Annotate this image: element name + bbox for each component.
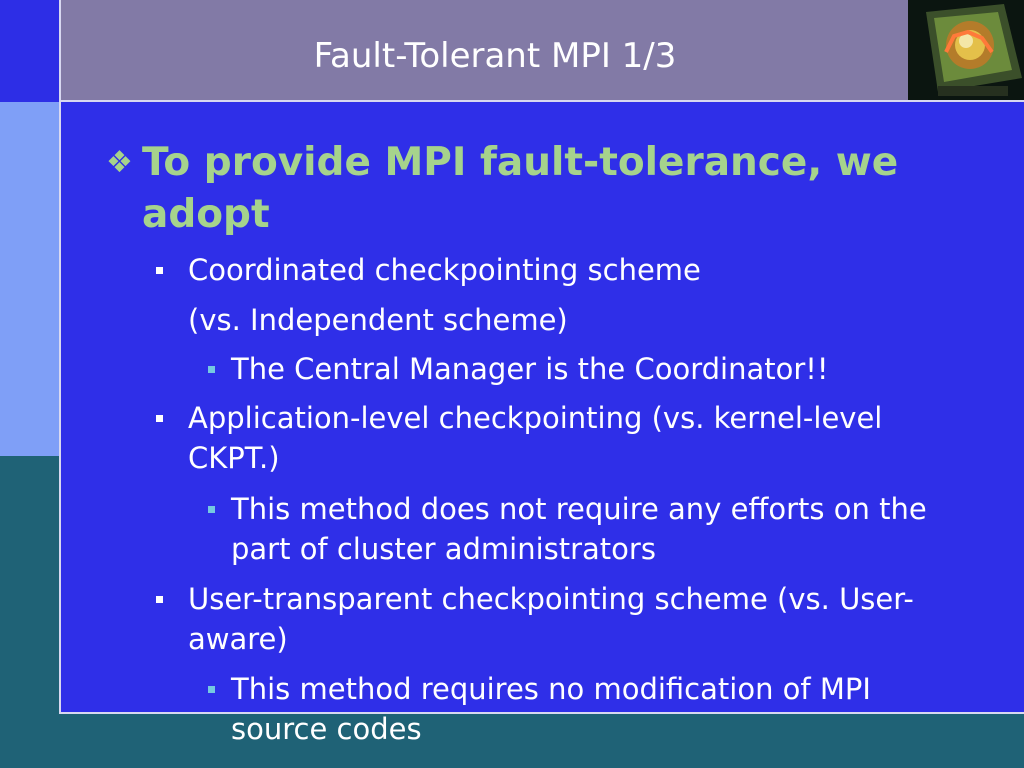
slide-title: Fault-Tolerant MPI 1/3	[313, 36, 677, 76]
list-item	[156, 579, 956, 659]
square-bullet-icon	[208, 686, 215, 693]
diamond-star-icon: ❖	[106, 145, 133, 180]
list-subitem	[208, 349, 968, 389]
list-subitem-text: This method does not require any efforts on the part of cluster administrators	[231, 492, 927, 566]
left-vertical-divider	[59, 0, 61, 714]
square-bullet-icon	[156, 415, 163, 422]
left-band-middle	[0, 102, 60, 456]
list-subitem-text: This method requires no modification of MPI source codes	[231, 672, 871, 746]
list-item-continuation: (vs. Independent scheme)	[188, 303, 568, 337]
square-bullet-icon	[208, 506, 215, 513]
list-subitem-text: The Central Manager is the Coordinator!!	[231, 352, 829, 386]
square-bullet-icon	[156, 267, 163, 274]
list-subitem	[208, 489, 968, 569]
left-band-bottom	[0, 456, 60, 768]
square-bullet-icon	[208, 366, 215, 373]
title-divider	[60, 100, 1024, 102]
heading-text: To provide MPI fault-tolerance, we adopt	[142, 140, 899, 237]
list-subitem	[208, 669, 968, 749]
list-item	[156, 250, 956, 290]
list-item-text: Coordinated checkpointing scheme	[188, 253, 701, 287]
left-band-top	[0, 0, 60, 102]
list-item-text: User-transparent checkpointing scheme (vs. User-aware)	[188, 582, 914, 656]
square-bullet-icon	[156, 596, 163, 603]
list-item-text: Application-level checkpointing (vs. kernel-level CKPT.)	[188, 401, 883, 475]
list-item	[156, 398, 956, 478]
